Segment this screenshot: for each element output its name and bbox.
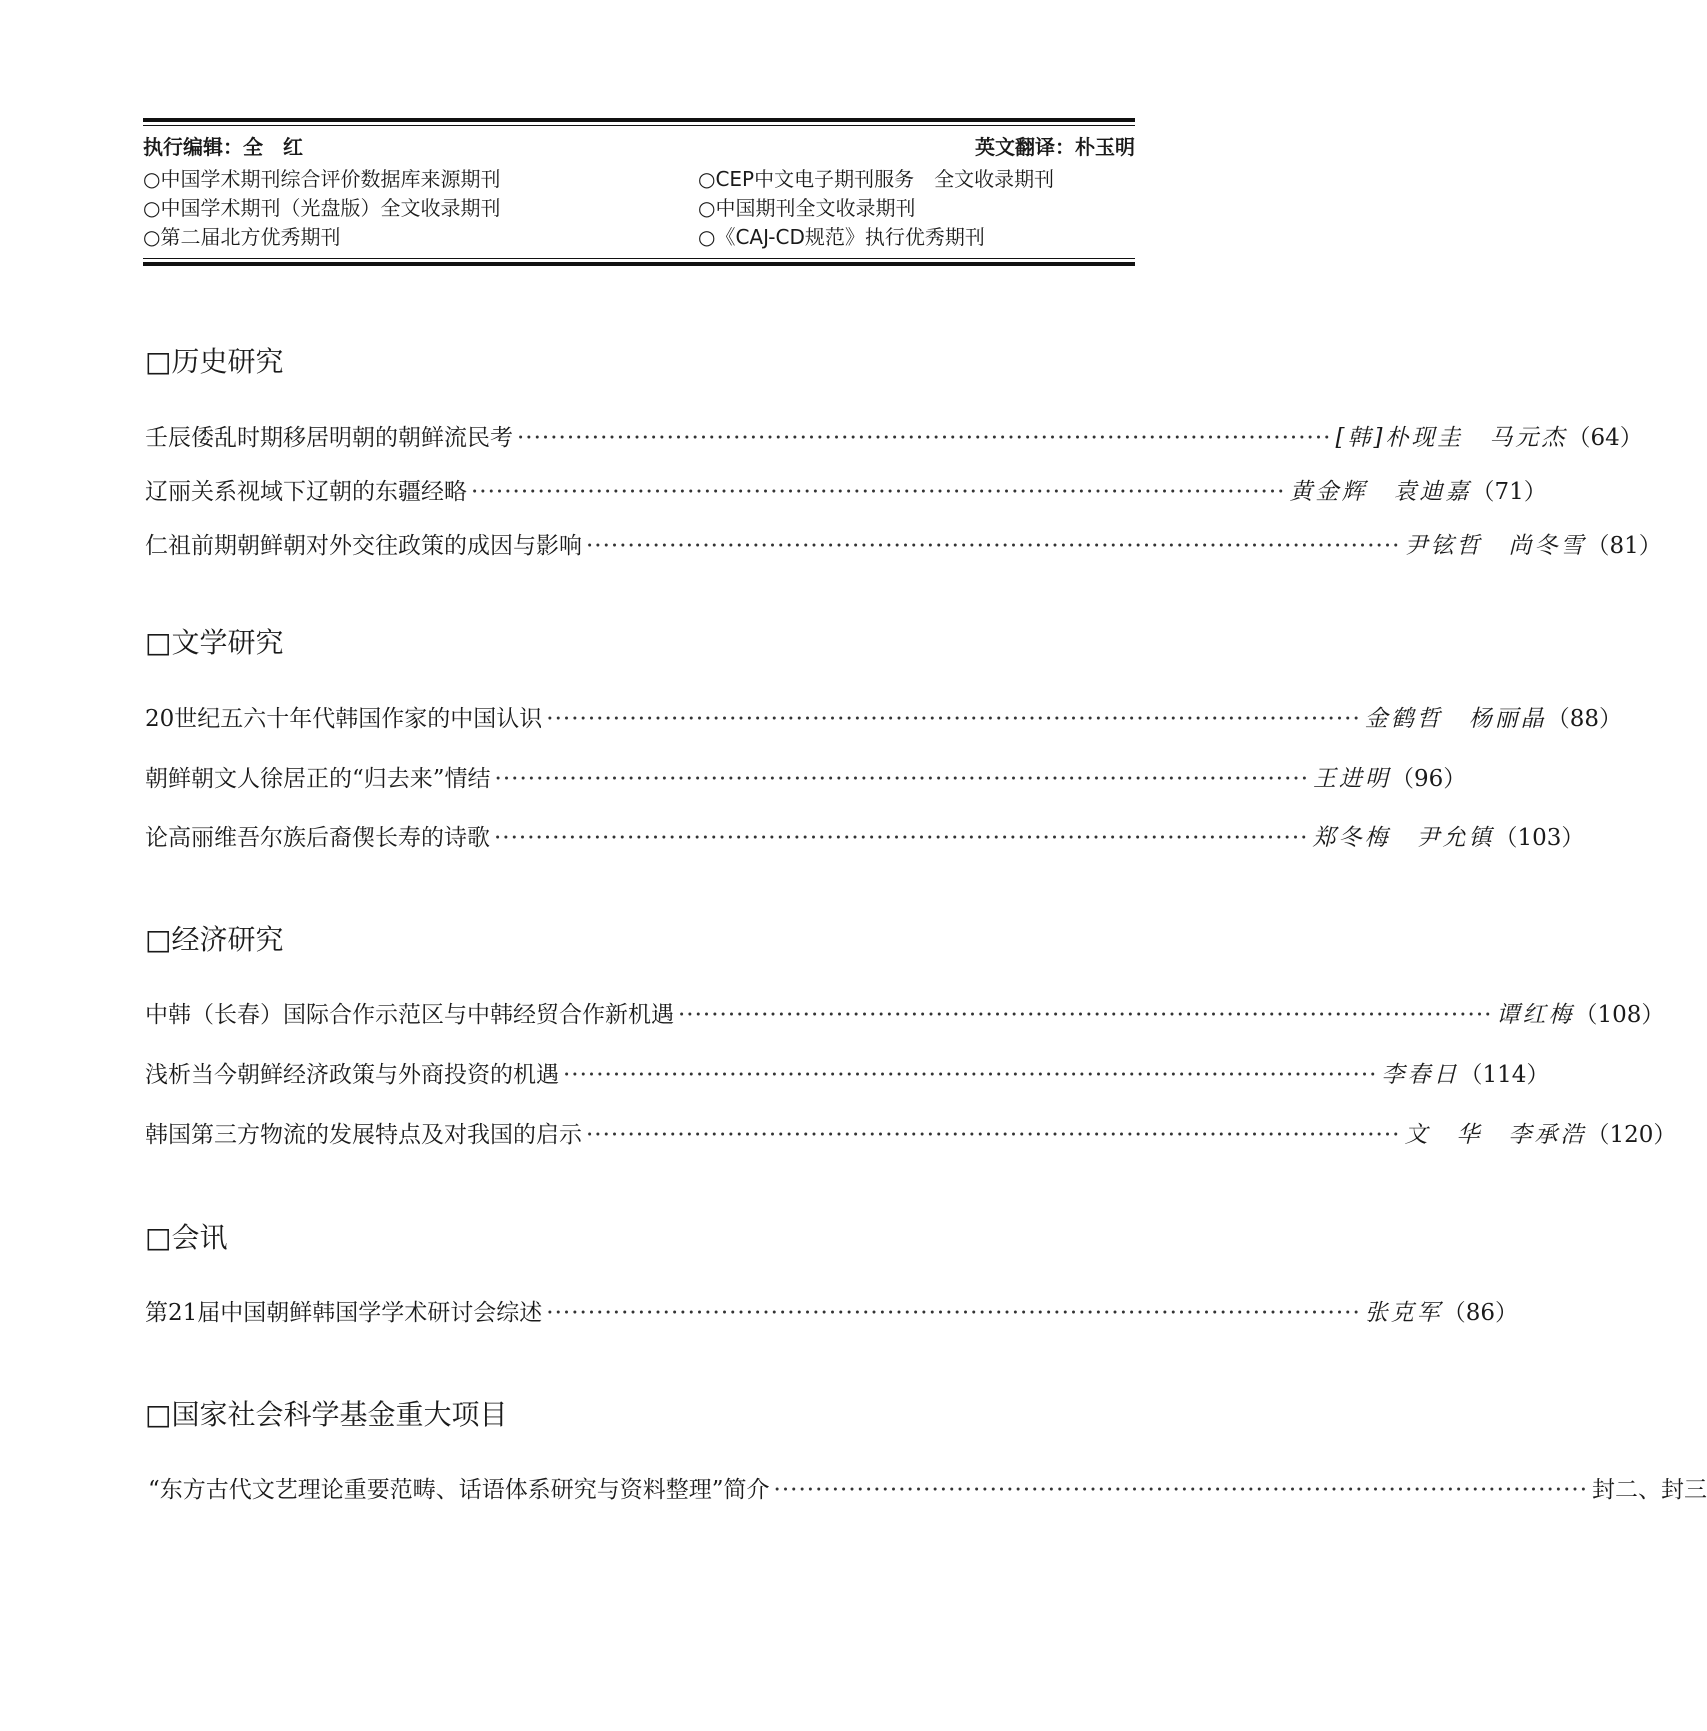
indexing-item: ○第二届北方优秀期刊 — [143, 225, 341, 249]
section-heading-history: □历史研究 — [145, 345, 284, 378]
masthead-bottom-rule — [143, 262, 1135, 266]
indexing-item: ○CEP中文电子期刊服务 全文收录期刊 — [698, 167, 1055, 191]
indexing-item: ○中国学术期刊综合评价数据库来源期刊 — [143, 167, 501, 191]
dot-leader: ·································································································· — [546, 1300, 1361, 1326]
dot-leader: ·································································································· — [586, 533, 1401, 559]
indexing-item: ○中国期刊全文收录期刊 — [698, 196, 916, 220]
article-authors: 郑冬梅 尹允镇 — [1312, 825, 1495, 851]
dot-leader: ·································································································· — [563, 1062, 1378, 1088]
toc-entry[interactable] — [145, 763, 1467, 795]
toc-entry[interactable] — [145, 530, 1662, 562]
page-number: （88） — [1546, 706, 1623, 732]
article-authors: 文 华 李承浩 — [1404, 1122, 1587, 1148]
indexing-item: ○中国学术期刊（光盘版）全文收录期刊 — [143, 196, 501, 220]
masthead-top-rule — [143, 118, 1135, 122]
toc-entry[interactable] — [145, 422, 1643, 454]
masthead-bottom-rule-thin — [143, 258, 1135, 259]
dot-leader: ·································································································· — [494, 766, 1310, 792]
article-authors: 谭红梅 — [1496, 1002, 1575, 1028]
toc-entry[interactable] — [145, 822, 1585, 854]
toc-entry[interactable] — [145, 999, 1665, 1031]
dot-leader: ·································································································· — [678, 1002, 1493, 1028]
article-title: 朝鲜朝文人徐居正的“归去来”情结 — [145, 766, 491, 792]
article-authors: 王进明 — [1313, 766, 1392, 792]
article-authors: 金鹤哲 杨丽晶 — [1364, 706, 1547, 732]
article-title: 论高丽维吾尔族后裔偰长寿的诗歌 — [145, 825, 490, 851]
article-authors: 尹铉哲 尚冬雪 — [1404, 533, 1587, 559]
page-number: （114） — [1459, 1062, 1550, 1088]
masthead-top-rule-thin — [143, 125, 1135, 126]
article-authors: 张克军 — [1364, 1300, 1443, 1326]
page-number: 封二、封三 — [1592, 1477, 1707, 1503]
page-number: （108） — [1574, 1002, 1665, 1028]
article-title: 辽丽关系视域下辽朝的东疆经略 — [145, 479, 467, 505]
article-title: 20世纪五六十年代韩国作家的中国认识 — [145, 706, 543, 732]
section-heading-literature: □文学研究 — [145, 626, 284, 659]
toc-entry[interactable] — [145, 1119, 1677, 1151]
section-heading-economy: □经济研究 — [145, 923, 284, 956]
article-title: 第21届中国朝鲜韩国学学术研讨会综述 — [145, 1300, 543, 1326]
dot-leader: ·································································································· — [773, 1477, 1589, 1503]
dot-leader: ·································································································· — [471, 479, 1286, 505]
article-title: 韩国第三方物流的发展特点及对我国的启示 — [145, 1122, 582, 1148]
page-number: （86） — [1442, 1300, 1519, 1326]
article-title: “东方古代文艺理论重要范畴、话语体系研究与资料整理”简介 — [148, 1477, 770, 1503]
section-heading-conference-news: □会讯 — [145, 1221, 228, 1254]
toc-entry[interactable] — [145, 703, 1623, 735]
article-title: 浅析当今朝鲜经济政策与外商投资的机遇 — [145, 1062, 559, 1088]
toc-entry[interactable] — [145, 476, 1547, 508]
toc-entry[interactable] — [148, 1474, 1707, 1506]
article-authors: 黄金辉 袁迪嘉 — [1289, 479, 1472, 505]
staff-row — [143, 129, 1135, 165]
article-title: 壬辰倭乱时期移居明朝的朝鲜流民考 — [145, 425, 513, 451]
page-number: （71） — [1471, 479, 1547, 505]
article-title: 中韩（长春）国际合作示范区与中韩经贸合作新机遇 — [145, 1002, 674, 1028]
dot-leader: ·································································································· — [546, 706, 1361, 732]
dot-leader: ·································································································· — [517, 425, 1332, 451]
page-number: （103） — [1494, 825, 1585, 851]
toc-entry[interactable] — [145, 1059, 1550, 1091]
dot-leader: ·································································································· — [494, 825, 1309, 851]
english-translator: 英文翻译：朴玉明 — [975, 135, 1135, 159]
indexing-list — [143, 165, 1135, 258]
section-heading-major-project: □国家社会科学基金重大项目 — [145, 1398, 508, 1431]
toc-entry[interactable] — [145, 1297, 1519, 1329]
article-authors: 李春日 — [1381, 1062, 1460, 1088]
executive-editor: 执行编辑：全 红 — [143, 135, 303, 159]
masthead — [143, 118, 1135, 266]
article-authors: [韩]朴现圭 马元杰 — [1335, 425, 1568, 451]
page-number: （64） — [1567, 425, 1643, 451]
dot-leader: ·································································································· — [586, 1122, 1401, 1148]
article-title: 仁祖前期朝鲜朝对外交往政策的成因与影响 — [145, 533, 582, 559]
page-number: （120） — [1586, 1122, 1677, 1148]
page-number: （96） — [1391, 766, 1467, 792]
indexing-item: ○《CAJ-CD规范》执行优秀期刊 — [698, 225, 985, 249]
page-number: （81） — [1586, 533, 1662, 559]
